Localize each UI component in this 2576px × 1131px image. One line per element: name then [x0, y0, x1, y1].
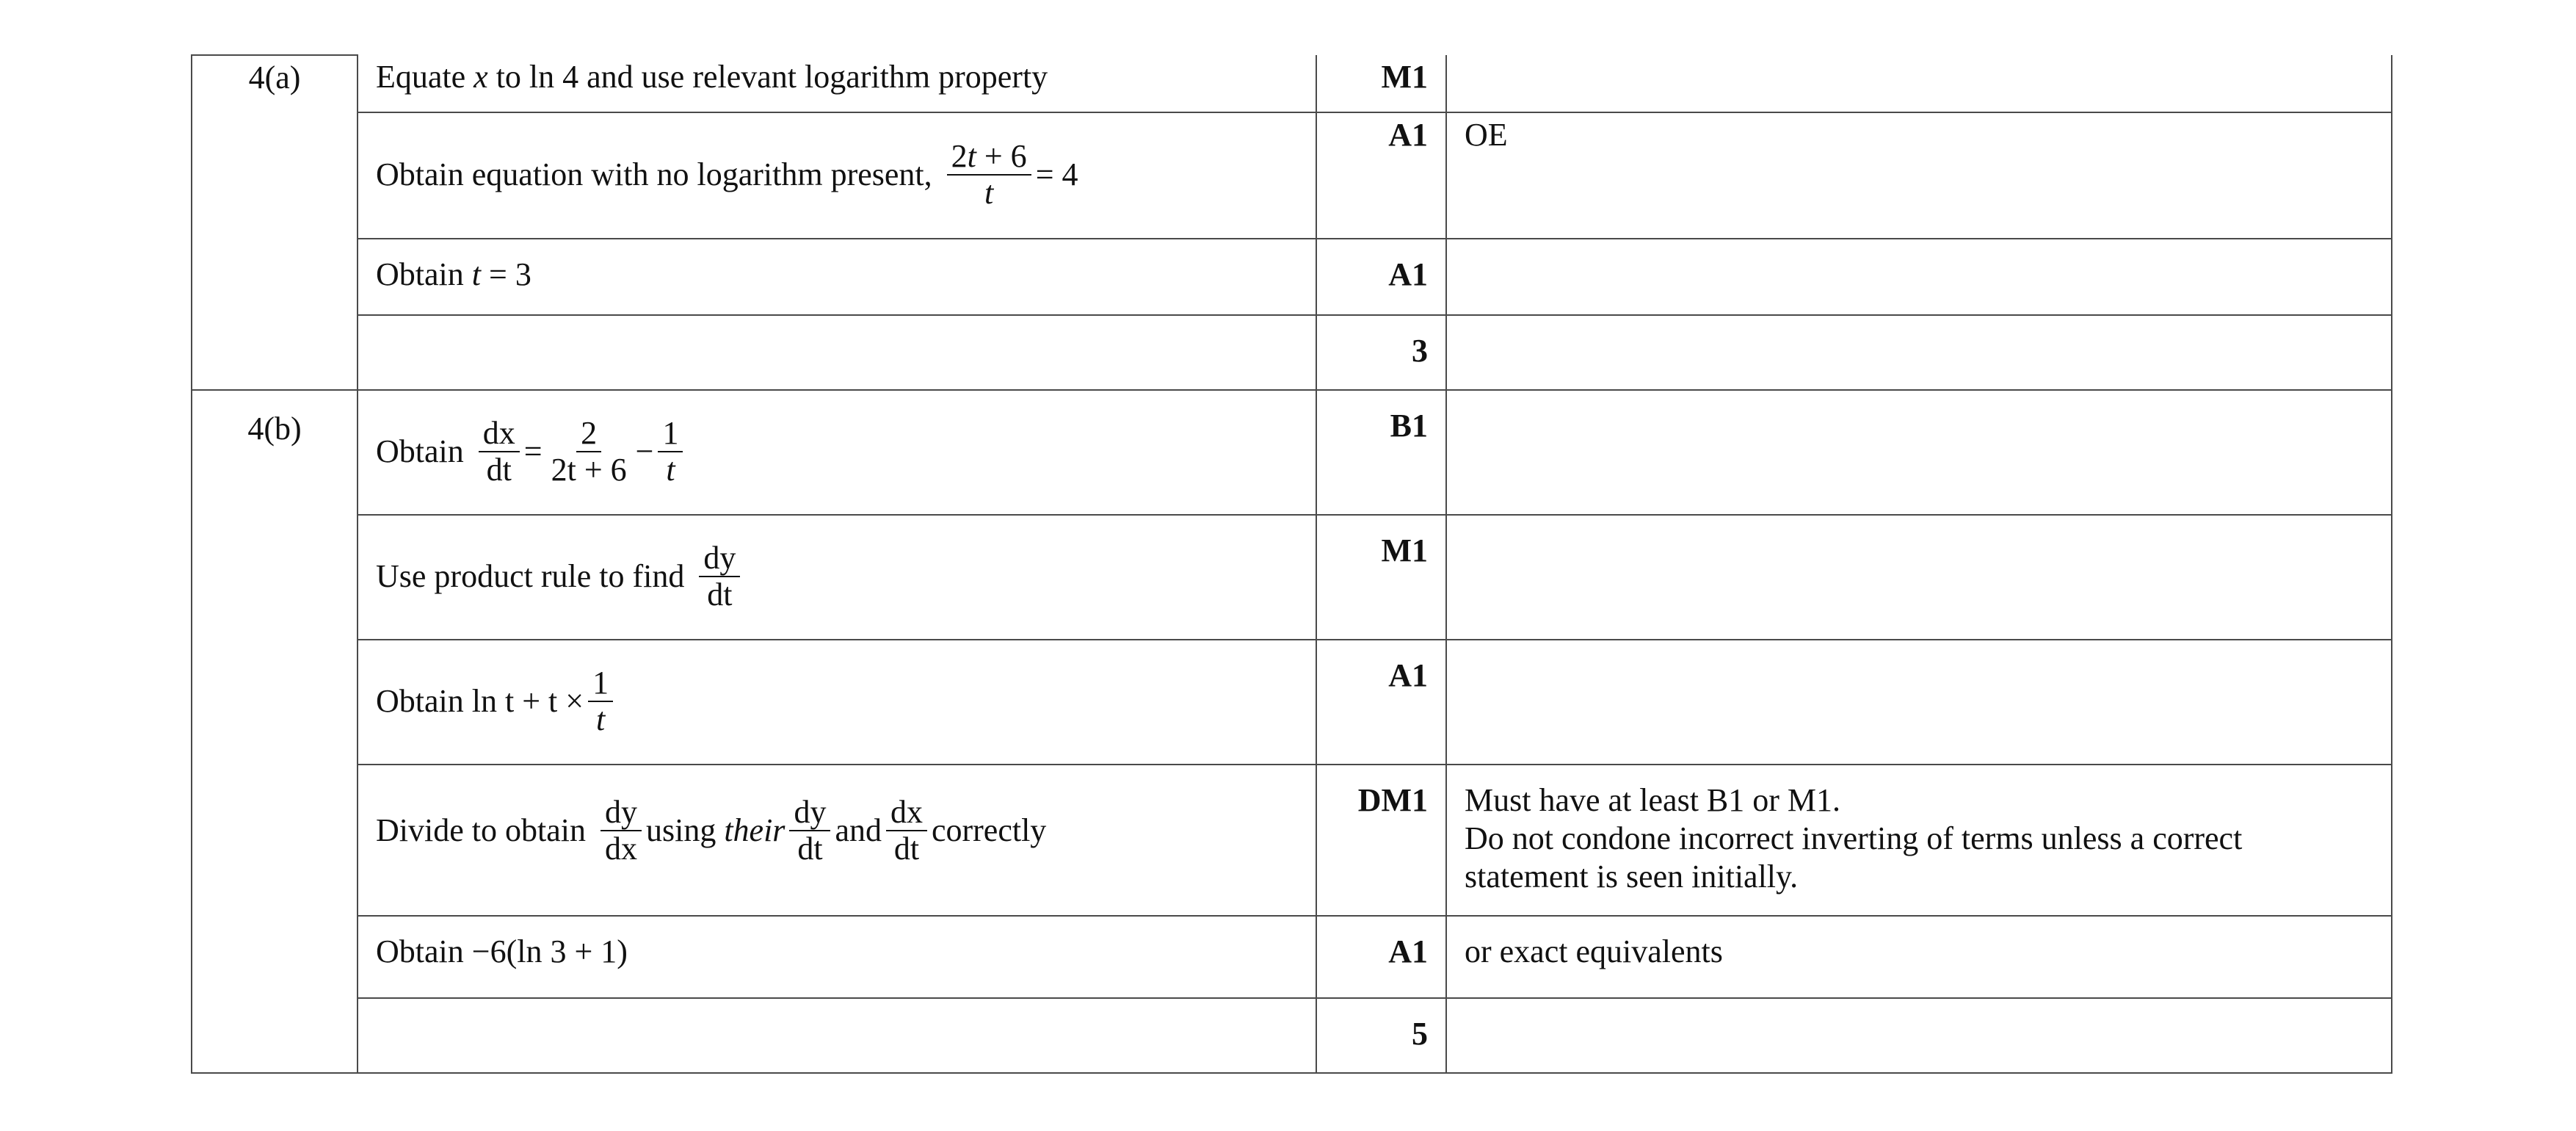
table-row [192, 640, 2392, 765]
mark-total: 3 [1316, 315, 1446, 390]
table-row [192, 998, 2392, 1073]
answer-cell [358, 315, 1316, 390]
table-row [192, 315, 2392, 390]
guidance-line: Must have at least B1 or M1. [1465, 782, 1841, 818]
answer-cell: Obtain ln t + t × $\frac{1}{t}$ [358, 640, 1316, 765]
answer-cell: Obtain −6(ln 3 + 1) [358, 916, 1316, 998]
guidance-cell: or exact equivalents [1446, 916, 2392, 998]
mark-cell: A1 [1316, 640, 1446, 765]
mark-cell: M1 [1316, 55, 1446, 112]
mark-total: 5 [1316, 998, 1446, 1073]
mark-cell: A1 [1316, 112, 1446, 239]
question-label: 4(b) [247, 411, 302, 447]
answer-cell: Use product rule to find $\frac{dy}{dt}$ [358, 515, 1316, 640]
guidance-cell [1446, 998, 2392, 1073]
guidance-cell [1446, 515, 2392, 640]
mark-scheme-table [191, 54, 2392, 1074]
mark-cell: M1 [1316, 515, 1446, 640]
answer-cell: Obtain equation with no logarithm present, $\frac{2t + 6}{t}$ = 4 [358, 112, 1316, 239]
table-row [192, 112, 2392, 239]
fraction: $\frac{2t + 6}{t}$ [947, 139, 1031, 211]
mark-cell: A1 [1316, 916, 1446, 998]
guidance-cell [1446, 239, 2392, 315]
guidance-cell [1446, 55, 2392, 112]
guidance-cell: OE [1446, 112, 2392, 239]
table-row [192, 765, 2392, 916]
guidance-cell [1446, 315, 2392, 390]
answer-cell [358, 55, 1316, 112]
guidance-line: statement is seen initially. [1465, 859, 1799, 895]
answer-cell: Obtain $\frac{dx}{dt}$ = $\frac{2}{2t + 6}$ − $\frac{1}{t}$ [358, 390, 1316, 515]
guidance-cell [1446, 640, 2392, 765]
mark-cell: DM1 [1316, 765, 1446, 916]
question-label: 4(a) [248, 59, 301, 95]
guidance-cell [1446, 765, 2392, 916]
question-number [192, 390, 358, 1073]
mark-cell: B1 [1316, 390, 1446, 515]
table-row [192, 239, 2392, 315]
answer-cell: Divide to obtain $\frac{dy}{dx}$ using their $\frac{dy}{dt}$ and $\frac{dx}{dt}$ correctly [358, 765, 1316, 916]
table-row [192, 55, 2392, 112]
table-row [192, 916, 2392, 998]
mark-cell: A1 [1316, 239, 1446, 315]
answer-cell [358, 998, 1316, 1073]
guidance-line: Do not condone incorrect inverting of terms unless a correct [1465, 820, 2243, 856]
table-row [192, 515, 2392, 640]
question-number [192, 55, 358, 390]
answer-text: Equate x to ln 4 and use relevant logarithm property [376, 59, 1048, 95]
answer-cell: Obtain t = 3 [358, 239, 1316, 315]
table-row [192, 390, 2392, 515]
guidance-cell [1446, 390, 2392, 515]
